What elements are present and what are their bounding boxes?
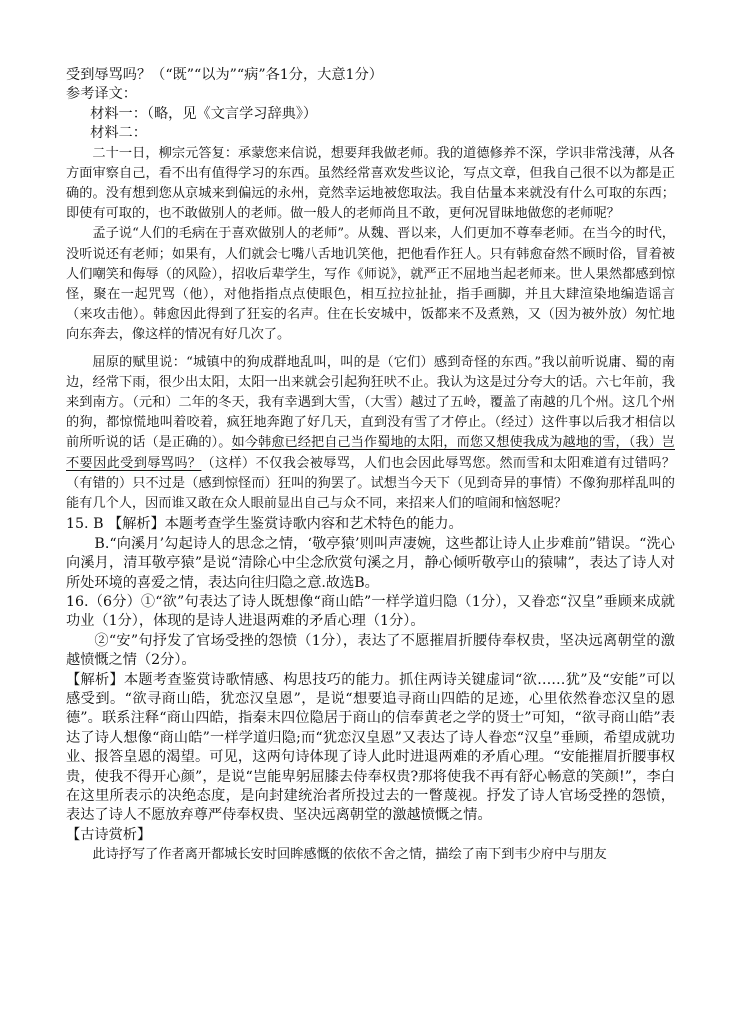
answer-line-tail: 受到辱骂吗？（“既”“以为”“病”各1分，大意1分） [66,67,383,83]
translation-paragraph-3 [66,353,675,515]
underlined-sentence: 如今韩愈已经把自己当作蜀地的太阳，而您又想使我成为越地的雪，（我）岂不要因此受到辱骂吗？ [66,435,675,471]
translation-paragraph-3-end: （这样）不仅我会被辱骂，人们也会因此辱骂您。然而雪和太阳难道有过错吗？（有错的）只不过是（感到惊怪而）狂叫的狗罢了。试想当今天下（见到奇异的事情）不像狗那样乱叫的能有几个人，因而谁又敢在众人眼前显出自己与众不同，来招来人们的喧闹和恼怒呢？ [66,455,676,512]
question-16-analysis: 【解析】本题考查鉴赏诗歌情感、构思技巧的能力。抓住两诗关键虚词“欲……犹”及“安能”可以感受到。“欲寻商山皓，犹恋汉皇恩”，是说“想要追寻商山四皓的足迹，心里依然眷恋汉皇的恩德”。联系注释“商山四皓，指秦末四位隐居于商山的信奉黄老之学的贤士”可知，“欲寻商山皓”表达了诗人想像“商山皓”一样学道归隐;而“犹恋汉皇恩”又表达了诗人眷恋“汉皇”垂顾，希望成就功业、报答皇恩的渴望。可见，这两句诗体现了诗人此时进退两难的矛盾心理。“安能摧眉折腰事权贵，使我不得开心颜”，是说“岂能卑躬屈膝去侍奉权贵?那将使我不再有舒心畅意的笑颜!”，李白在这里所表示的决绝态度，是向封建统治者所投过去的一瞥蔑视。抒发了诗人官场受挫的怨愤，表达了诗人不愿放弃尊严侍奉权贵、坚决远离朝堂的激越愤慨之情。 [66,671,675,824]
question-15-analysis: B.“向溪月’勾起诗人的思念之情，‘敬亭猿’则叫声凄婉，这些都让诗人止步难前”错误。“洗心向溪月，清耳敬亭猿”是说“清除心中尘念欣赏句溪之月，静心倾听敬亭山的猿啸”，表达了诗人对所处环境的喜爱之情，表达向往归隐之意.故选B。 [66,535,675,591]
poem-appreciation-heading: 【古诗赏析】 [66,826,152,843]
translation-paragraph-2: 孟子说“人们的毛病在于喜欢做别人的老师”。从魏、晋以来，人们更加不尊奉老师。在当今的时代，没听说还有老师；如果有，人们就会七嘴八舌地讥笑他，把他看作狂人。只有韩愈奋然不顾时俗，冒着被人们嘲笑和侮辱（的风险），招收后辈学生，写作《师说》，就严正不屈地当起老师来。世人果然都感到惊怪，聚在一起咒骂（他），对他指指点点使眼色，相互拉拉扯扯，指手画脚，并且大肆渲染地编造谣言（来攻击他）。韩愈因此得到了狂妄的名声。住在长安城中，饭都来不及煮熟，又（因为被外放）匆忙地向东奔去，像这样的情况有好几次了。 [66,226,675,343]
question-15-answer: 15. B 【解析】本题考查学生鉴赏诗歌内容和艺术特色的能力。 [66,516,463,533]
poem-appreciation-text: 此诗抒写了作者离开都城长安时回眸感慨的依依不舍之情，描绘了南下到韦少府中与朋友 [92,847,607,863]
translation-paragraph-1: 二十一日，柳宗元答复：承蒙您来信说，想要拜我做老师。我的道德修养不深，学识非常浅薄，从各方面审察自己，看不出有值得学习的东西。虽然经常喜欢发些议论，写点文章，但我自己很不以为都是正确的。没有想到您从京城来到偏远的永州，竟然幸运地被您取法。我自估量本来就没有什么可取的东西；即使有可取的，也不敢做别人的老师。做一般人的老师尚且不敢，更何况冒昧地做您的老师呢？ [66,145,675,222]
question-16-answer-2: ②“安”句抒发了官场受挫的怨愤（1分），表达了不愿摧眉折腰侍奉权贵，坚决远离朝堂的激越愤慨之情（2分）。 [66,632,675,669]
translation-heading: 参考译文： [66,86,137,103]
material-two-heading: 材料二： [90,125,147,142]
material-one-line: 材料一：（略，见《文言学习辞典》） [90,105,318,122]
question-16-answer-1: 16.（6分）①“欲”句表达了诗人既想像“商山皓”一样学道归隐（1分），又眷恋“汉皇”垂顾来成就功业（1分），体现的是诗人进退两难的矛盾心理（1分）。 [66,593,675,630]
translation-paragraph-3-start: 屈原的赋里说：“城镇中的狗成群地乱叫，叫的是（它们）感到奇怪的东西。”我以前听说庸、蜀的南边，经常下雨，很少出太阳，太阳一出来就会引起狗狂吠不止。我认为这是过分夸大的话。六七年前，我来到南方。（元和）二年的冬天，我有幸遇到大雪，（大雪）越过了五岭，覆盖了南越的几个州。这几个州的狗，都惊慌地叫着咬着，疯狂地奔跑了好几天，直到没有雪了才停止。（经过）这件事以后我才相信以前所听说的话（是正确的）。 [66,354,675,451]
